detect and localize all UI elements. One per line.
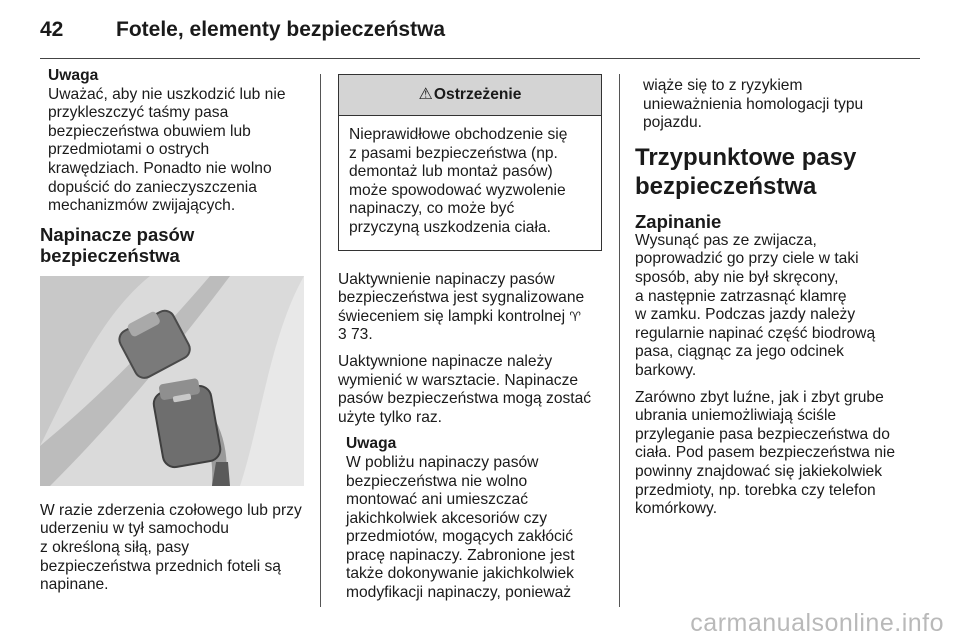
seatbelt-buckle-illustration	[40, 276, 304, 486]
text-line: wymienić w warsztacie. Napinacze	[338, 371, 579, 389]
page-reference[interactable]: 3 73.	[338, 326, 373, 344]
note-line: W pobliżu napinaczy pasów	[346, 453, 539, 471]
heading-line: Trzypunktowe pasy	[635, 143, 857, 171]
warning-line: napinaczy, co może być	[349, 200, 515, 218]
note-box	[338, 435, 608, 602]
text-line: a następnie zatrzasnąć klamrę	[635, 287, 847, 305]
text-line: ubrania uniemożliwiają ściśle	[635, 407, 837, 425]
note-line: pojazdu.	[643, 114, 702, 132]
warning-header	[339, 75, 601, 116]
text-line: uderzeniu w tył samochodu	[40, 520, 229, 538]
replacement-paragraph	[338, 353, 608, 427]
subsection-heading: Zapinanie	[635, 210, 722, 232]
text-line: napinane.	[40, 576, 109, 594]
note-line: także dokonywanie jakichkolwiek	[346, 565, 574, 583]
heading-line: bezpieczeństwa	[40, 244, 180, 266]
warning-line: przyczyną uszkodzenia ciała.	[349, 218, 551, 236]
page-title: Fotele, elementy bezpieczeństwa	[116, 18, 446, 41]
text-line	[338, 308, 608, 327]
note-line: wiąże się to z ryzykiem	[643, 77, 803, 94]
note-line: przedmiotami o ostrych	[48, 141, 210, 159]
text-line: komórkowy.	[635, 500, 718, 518]
heading-line: Napinacze pasów	[40, 223, 195, 245]
section-heading	[635, 143, 925, 201]
note-title: Uwaga	[346, 435, 397, 453]
page-header	[40, 18, 920, 48]
warning-triangle-icon: ⚠	[418, 85, 433, 103]
text-line: powinny znajdować się jakiekolwiek	[635, 462, 883, 480]
text-line: w zamku. Podczas jazdy należy	[635, 306, 856, 324]
watermark: carmanualsonline.info	[690, 609, 944, 637]
note-line: jakichkolwiek akcesoriów czy	[346, 509, 548, 527]
note-line: modyfikacji napinaczy, ponieważ	[346, 584, 572, 602]
note-line: mechanizmów zwijających.	[48, 197, 236, 215]
text-line: sposób, aby nie był skręcony,	[635, 268, 839, 286]
text-line: przedmioty, np. torebka czy telefon	[635, 481, 876, 499]
note-line: unieważnienia homologacji typu	[643, 95, 864, 113]
note-line: Uważać, aby nie uszkodzić lub nie	[48, 85, 286, 103]
column-1	[40, 67, 310, 603]
note-line: dopuścić do zanieczyszczenia	[48, 178, 257, 196]
warning-box	[338, 74, 602, 251]
text-line: przyleganie pasa bezpieczeństwa do	[635, 425, 890, 443]
heading-line: bezpieczeństwa	[635, 172, 817, 200]
header-divider	[40, 58, 920, 59]
text-line: Uaktywnienie napinaczy pasów	[338, 270, 555, 288]
column-2	[338, 74, 608, 611]
warning-line: może spowodować wyzwolenie	[349, 181, 566, 199]
text-line: poprowadzić go przy ciele w taki	[635, 250, 859, 268]
text-line: pasa, ciągnąc za jego odcinek	[635, 343, 844, 361]
note-line: pracę napinaczy. Zabronione jest	[346, 546, 575, 564]
section-heading	[40, 224, 310, 266]
note-title: Uwaga	[48, 67, 99, 84]
note-line: krawędziach. Ponadto nie wolno	[48, 159, 272, 177]
warning-title: Ostrzeżenie	[433, 85, 522, 103]
text-line: ciała. Pod pasem bezpieczeństwa nie	[635, 444, 896, 462]
column-divider-2	[619, 74, 620, 607]
activation-paragraph	[338, 271, 608, 345]
warning-line: z pasami bezpieczeństwa (np.	[349, 144, 558, 162]
text-line: Wysunąć pas ze zwijacza,	[635, 231, 817, 249]
text-line: bezpieczeństwa przednich foteli są	[40, 557, 281, 575]
page-number: 42	[40, 18, 64, 41]
column-divider-1	[320, 74, 321, 607]
text-line: bezpieczeństwa jest sygnalizowane	[338, 289, 585, 307]
text-line: barkowy.	[635, 361, 697, 379]
text-line: Uaktywnione napinacze należy	[338, 352, 553, 370]
note-line: przedmiotów, mogących zakłócić	[346, 528, 574, 546]
note-continuation	[635, 77, 925, 133]
text-line: z określoną siłą, pasy	[40, 538, 190, 556]
note-line: przykleszczyć taśmy pasa	[48, 104, 229, 122]
seatbelt-pretensioner-lamp-icon: ♈	[569, 308, 582, 324]
warning-line: Nieprawidłowe obchodzenie się	[349, 126, 568, 143]
note-line: montować ani umieszczać	[346, 491, 529, 509]
column-3	[635, 77, 925, 527]
note-box	[40, 67, 310, 216]
warning-body	[339, 116, 601, 250]
warning-line: demontaż lub montaż pasów)	[349, 163, 553, 181]
note-line: bezpieczeństwa obuwiem lub	[48, 122, 251, 140]
fastening-paragraph	[635, 232, 925, 381]
clothing-paragraph	[635, 389, 925, 519]
text-line: Zarówno zbyt luźne, jak i zbyt grube	[635, 388, 884, 406]
pretensioner-paragraph	[40, 502, 310, 595]
text-line: W razie zderzenia czołowego lub przy	[40, 501, 302, 519]
text-line: pasów bezpieczeństwa mogą zostać	[338, 390, 592, 408]
text-line: regularnie napinać część biodrową	[635, 324, 876, 342]
text-line: użyte tylko raz.	[338, 408, 442, 426]
text-span: świeceniem się lampki kontrolnej	[338, 307, 566, 325]
note-line: bezpieczeństwa nie wolno	[346, 472, 528, 490]
